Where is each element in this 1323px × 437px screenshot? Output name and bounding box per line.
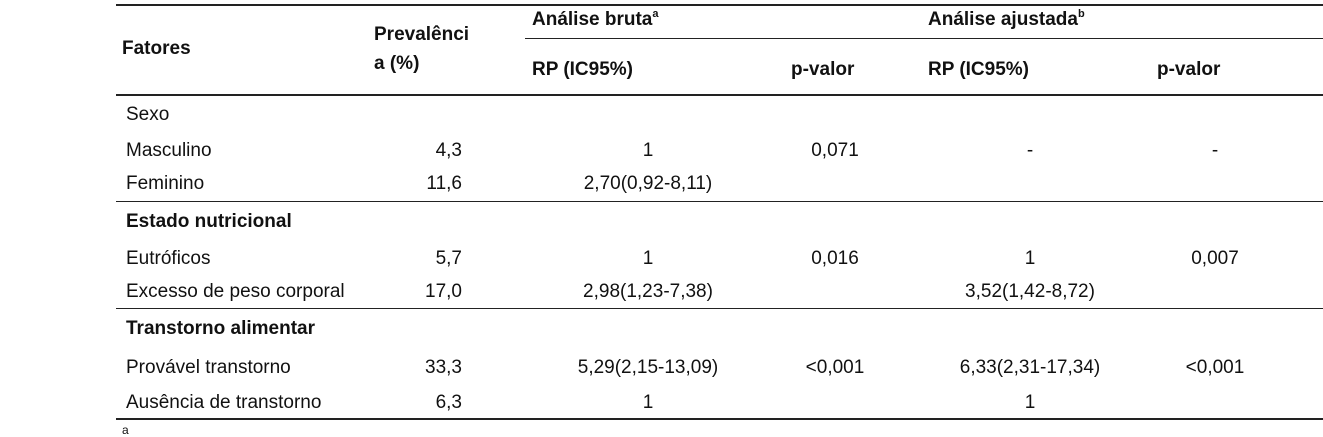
cell-prev-feminino: 11,6 — [426, 173, 462, 194]
cell-rp1-provavel-transtorno: 5,29(2,15-13,09) — [577, 357, 719, 378]
header-rp-ajustada: RP (IC95%) — [928, 59, 1030, 80]
cell-p1-masculino: 0,071 — [811, 140, 859, 161]
cell-rp2-provavel-transtorno: 6,33(2,31-17,34) — [959, 357, 1101, 378]
row-label-estado-nutricional: Estado nutricional — [126, 211, 292, 232]
header-rp-bruta: RP (IC95%) — [532, 59, 634, 80]
header-p-ajustada: p-valor — [1157, 59, 1221, 80]
section-rule-2 — [116, 308, 1323, 309]
cell-rp2-excesso-peso: 3,52(1,42-8,72) — [965, 281, 1095, 302]
header-analise-ajustada: Análise ajustada$^b$ — [928, 8, 1085, 30]
header-fatores: Fatores — [122, 38, 191, 59]
cell-p1-provavel-transtorno: <0,001 — [805, 357, 865, 378]
cell-rp2-eutroficos: 1 — [1024, 248, 1036, 269]
cell-rp1-masculino: 1 — [642, 140, 654, 161]
row-label-excesso-peso: Excesso de peso corporal — [126, 281, 345, 302]
cell-rp1-excesso-peso: 2,98(1,23-7,38) — [583, 281, 713, 302]
header-analise-bruta: Análise bruta$^a$ — [532, 8, 659, 30]
cell-p1-eutroficos: 0,016 — [811, 248, 859, 269]
row-label-feminino: Feminino — [126, 173, 205, 194]
header-prevalencia-line1: Prevalênci — [374, 24, 470, 45]
cell-rp1-ausencia-transtorno: 1 — [642, 392, 654, 413]
header-bottom-rule — [116, 94, 1323, 96]
cell-prev-excesso-peso: 17,0 — [425, 281, 462, 302]
cell-p2-masculino: - — [1211, 140, 1219, 161]
cell-rp1-eutroficos: 1 — [642, 248, 654, 269]
cell-p2-eutroficos: 0,007 — [1191, 248, 1239, 269]
row-label-ausencia-transtorno: Ausência de transtorno — [126, 392, 322, 413]
cell-p2-provavel-transtorno: <0,001 — [1185, 357, 1245, 378]
cell-prev-ausencia-transtorno: 6,3 — [435, 392, 462, 413]
group-header-underline — [525, 38, 1323, 39]
cell-prev-provavel-transtorno: 33,3 — [425, 357, 462, 378]
row-label-eutroficos: Eutróficos — [126, 248, 211, 269]
row-label-transtorno-alimentar: Transtorno alimentar — [126, 318, 315, 339]
cell-prev-eutroficos: 5,7 — [435, 248, 462, 269]
header-p-bruta: p-valor — [791, 59, 855, 80]
row-label-sexo: Sexo — [126, 104, 170, 125]
cell-prev-masculino: 4,3 — [435, 140, 462, 161]
footnote-marker: a — [122, 423, 129, 437]
header-prevalencia-line2: a (%) — [374, 53, 420, 74]
cell-rp1-feminino: 2,70(0,92-8,11) — [583, 173, 713, 194]
row-label-masculino: Masculino — [126, 140, 212, 161]
table-bottom-rule — [116, 418, 1323, 420]
section-rule-1 — [116, 201, 1323, 202]
cell-rp2-masculino: - — [1026, 140, 1034, 161]
cell-rp2-ausencia-transtorno: 1 — [1024, 392, 1036, 413]
table-top-rule — [116, 4, 1323, 6]
row-label-provavel-transtorno: Provável transtorno — [126, 357, 291, 378]
